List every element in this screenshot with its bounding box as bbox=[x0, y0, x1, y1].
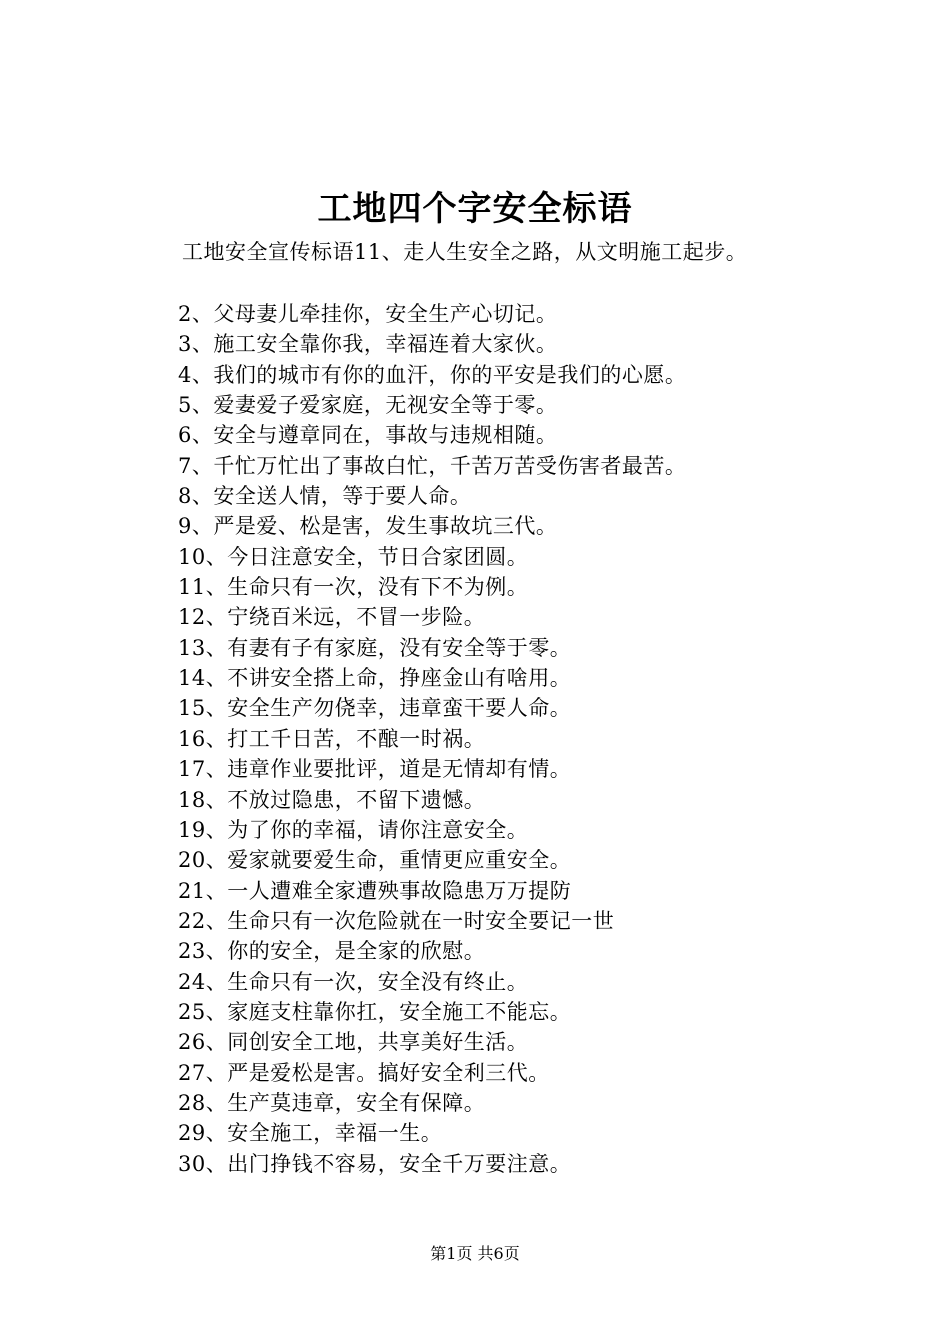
slogan-item: 10、今日注意安全，节日合家团圆。 bbox=[178, 544, 529, 569]
slogan-item: 23、你的安全，是全家的欣慰。 bbox=[178, 939, 486, 964]
slogan-item: 26、同创安全工地，共享美好生活。 bbox=[178, 1030, 529, 1055]
slogan-item: 28、生产莫违章，安全有保障。 bbox=[178, 1090, 486, 1115]
slogan-item: 7、千忙万忙出了事故白忙，千苦万苦受伤害者最苦。 bbox=[178, 453, 687, 478]
slogan-item: 12、宁绕百米远，不冒一步险。 bbox=[178, 605, 486, 630]
slogan-item: 19、为了你的幸福，请你注意安全。 bbox=[178, 817, 529, 842]
slogan-item: 25、家庭支柱靠你扛，安全施工不能忘。 bbox=[178, 999, 572, 1024]
slogan-item: 11、生命只有一次，没有下不为例。 bbox=[178, 575, 529, 600]
slogan-item: 4、我们的城市有你的血汗，你的平安是我们的心愿。 bbox=[178, 362, 687, 387]
slogan-item: 2、父母妻儿牵挂你，安全生产心切记。 bbox=[178, 302, 558, 326]
slogan-item: 6、安全与遵章同在，事故与违规相随。 bbox=[178, 423, 558, 448]
slogan-item: 21、一人遭难全家遭殃事故隐患万万提防 bbox=[178, 878, 572, 903]
intro-line: 工地安全宣传标语11、走人生安全之路，从文明施工起步。 bbox=[182, 240, 748, 264]
slogan-item: 29、安全施工，幸福一生。 bbox=[178, 1121, 443, 1146]
slogan-item: 20、爱家就要爱生命，重情更应重安全。 bbox=[178, 848, 572, 873]
slogan-item: 17、违章作业要批评，道是无情却有情。 bbox=[178, 757, 572, 782]
slogan-item: 27、严是爱松是害。搞好安全利三代。 bbox=[178, 1060, 550, 1085]
slogan-item: 14、不讲安全搭上命，挣座金山有啥用。 bbox=[178, 666, 572, 691]
slogan-item: 16、打工千日苦，不酿一时祸。 bbox=[178, 726, 486, 751]
document-title: 工地四个字安全标语 bbox=[317, 189, 633, 229]
page-footer: 第1页 共6页 bbox=[430, 1244, 520, 1263]
slogan-item: 15、安全生产勿侥幸，违章蛮干要人命。 bbox=[178, 696, 572, 721]
slogan-item: 18、不放过隐患，不留下遗憾。 bbox=[178, 787, 486, 812]
slogan-item: 5、爱妻爱子爱家庭，无视安全等于零。 bbox=[178, 393, 558, 418]
slogan-item: 24、生命只有一次，安全没有终止。 bbox=[178, 969, 529, 994]
slogan-list bbox=[178, 299, 686, 1179]
slogan-item: 8、安全送人情，等于要人命。 bbox=[178, 484, 472, 509]
slogan-item: 30、出门挣钱不容易，安全千万要注意。 bbox=[178, 1151, 572, 1176]
slogan-item: 9、严是爱、松是害，发生事故坑三代。 bbox=[178, 514, 558, 539]
slogan-item: 3、施工安全靠你我，幸福连着大家伙。 bbox=[178, 332, 558, 357]
slogan-item: 22、生命只有一次危险就在一时安全要记一世 bbox=[178, 908, 615, 933]
slogan-item: 13、有妻有子有家庭，没有安全等于零。 bbox=[178, 635, 572, 660]
